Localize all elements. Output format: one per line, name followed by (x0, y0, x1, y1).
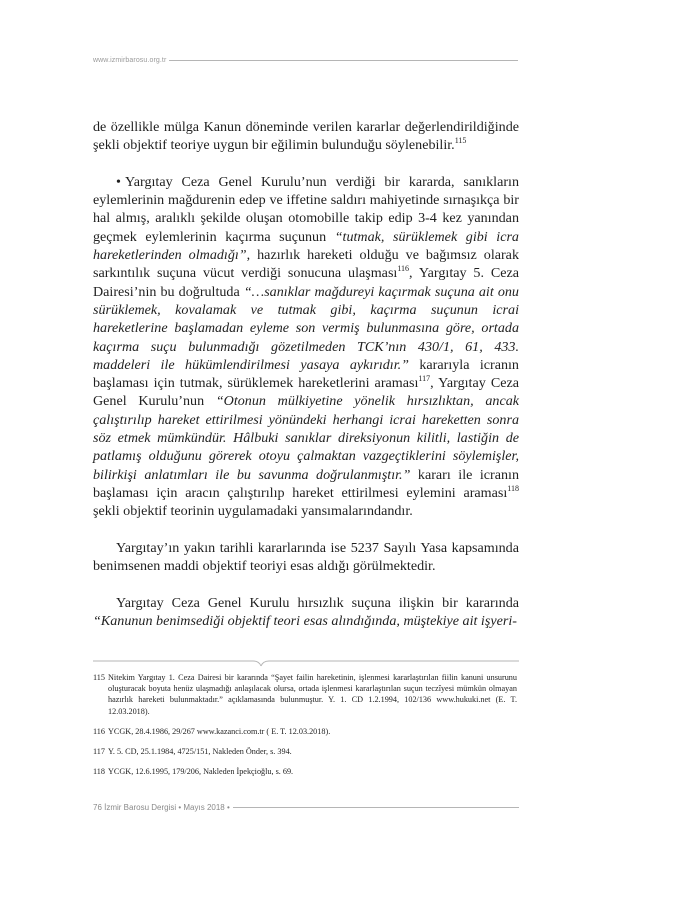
paragraph-1 (93, 118, 519, 155)
p2-part-a: Yargıtay Ceza Genel Kurulu’nun verdiği bir kararda, sanıkların eylemlerinin mağdurenin edep ve iffetine saldırı mahiyetinde sırnaşıkça bir hal almış, aralıklı şekilde oluşan otomobille takip edip 3-4 kez yanından geçmek eylemlerinin kaçırma suçunun (93, 173, 519, 245)
header-rule (169, 60, 518, 61)
bullet: • (116, 173, 121, 190)
p2-part-f: kararı ile icranın başlaması için aracın çalıştırılıp hareket ettirilmesi eylemini araması (93, 466, 519, 501)
paragraph-4 (93, 594, 519, 631)
footnote (93, 726, 517, 737)
footnote-number: 118 (93, 767, 105, 777)
footnote-text: YCGK, 28.4.1986, 29/267 www.kazanci.com.tr ( E. T. 12.03.2018). (108, 726, 331, 736)
body-text (93, 118, 519, 630)
page-header (93, 53, 518, 67)
footnote-ref-115: 115 (454, 136, 467, 146)
footnote-ref-118: 118 (507, 483, 519, 493)
p2-part-b: , hazırlık hareketi olduğu ve bağımsız olarak sarkıntılık suçuna vücut verdiği sonucuna ulaşması (93, 247, 519, 282)
footnote-number: 117 (93, 747, 105, 757)
footnote-number: 116 (93, 726, 105, 736)
p4-quote: “Kanunun benimsediği objektif teori esas alındığında, müştekiye ait işyeri- (93, 613, 517, 630)
footnotes (93, 672, 517, 786)
paragraph-3: Yargıtay’ın yakın tarihli kararlarında ise 5237 Sayılı Yasa kapsamında benimsenen maddi objektif teoriyi esas aldığı görülmektedir. (93, 539, 519, 575)
p4-part-a: Yargıtay Ceza Genel Kurulu hırsızlık suçuna ilişkin bir kararında (116, 594, 519, 611)
footnote-text: Nitekim Yargıtay 1. Ceza Dairesi bir kararında “Şayet failin hareketinin, işlenmesi kararlaştırılan fiilin kanuni unsurunu oluşturacak boyuta henüz ulaşmadığı anlaşılacak olursa, ortada işlenmesi kararlaştırılan suçun teczîyesi mümkün olmayan hazırlık hareketi bulunmaktadır.” açıklamasında bulunmuştur. Y. 1. CD 1.2.1994, 102/136 www.hukuki.net (E. T. 12.03.2018). (108, 673, 517, 716)
footnote (93, 766, 517, 777)
p2-quote-2: “…sanıklar mağdureyi kaçırmak suçuna ait onu sürüklemek, kovalamak ve tutmak gibi, kaçırma suçunun icrai hareketlerine başlamadan eyleme son vermiş bulunmasına göre, ortada kaçırma suçu bulunmadığı gözetilmeden TCK’nın 430/1, 61, 433. maddeleri ile hükümlendirilmesi yasaya aykırıdır.” (93, 283, 519, 373)
p2-part-g: şekli objektif teorinin uygulamadaki yansımalarındandır. (93, 503, 413, 520)
footnote (93, 672, 517, 717)
footnote-text: Y. 5. CD, 25.1.1984, 4725/151, Nakleden Önder, s. 394. (108, 747, 292, 757)
p2-part-d: kararıyla icranın başlaması için tutmak, sürüklemek hareketlerini araması (93, 356, 519, 392)
footnote-text: YCGK, 12.6.1995, 179/206, Nakleden İpekçioğlu, s. 69. (108, 767, 294, 777)
footer-rule (233, 807, 519, 808)
p2-part-c: , Yargıtay 5. Ceza Dairesi’nin bu doğrultuda (93, 265, 519, 300)
paragraph-2 (93, 173, 519, 521)
p2-quote-1: “tutmak, sürüklemek gibi icra hareketlerinden olmadığı” (93, 228, 519, 264)
footnote-separator (93, 658, 519, 668)
page-folio: 76 İzmir Barosu Dergisi • Mayıs 2018 • (93, 802, 230, 812)
page-footer (93, 800, 519, 814)
p2-quote-3: “Otonun mülkiyetine yönelik hırsızlıktan, ancak çalıştırılıp hareket ettirilmesi yönündeki herhangi icrai hareketten sonra söz etmek mümkündür. Hâlbuki sanıklar direksiyonun kilitli, lastiğin de patlamış olduğunu görerek otoyu çalmaktan vazgeçtiklerini söylemişler, bilirkişi anlatımları ile bu savunma doğrulanmıştır.” (93, 393, 520, 483)
footnote-ref-116: 116 (397, 264, 410, 274)
site-url: www.izmirbarosu.org.tr (93, 56, 167, 64)
p2-part-e: , Yargıtay Ceza Genel Kurulu’nun (93, 375, 519, 410)
paragraph-1-text: de özellikle mülga Kanun döneminde verilen kararlar değerlendirildiğinde şekli objektif teoriye uygun bir eğilimin bulunduğu söylenebilir. (93, 119, 519, 154)
footnote-ref-117: 117 (418, 374, 431, 384)
footnote (93, 746, 517, 757)
footnote-number: 115 (93, 673, 105, 682)
